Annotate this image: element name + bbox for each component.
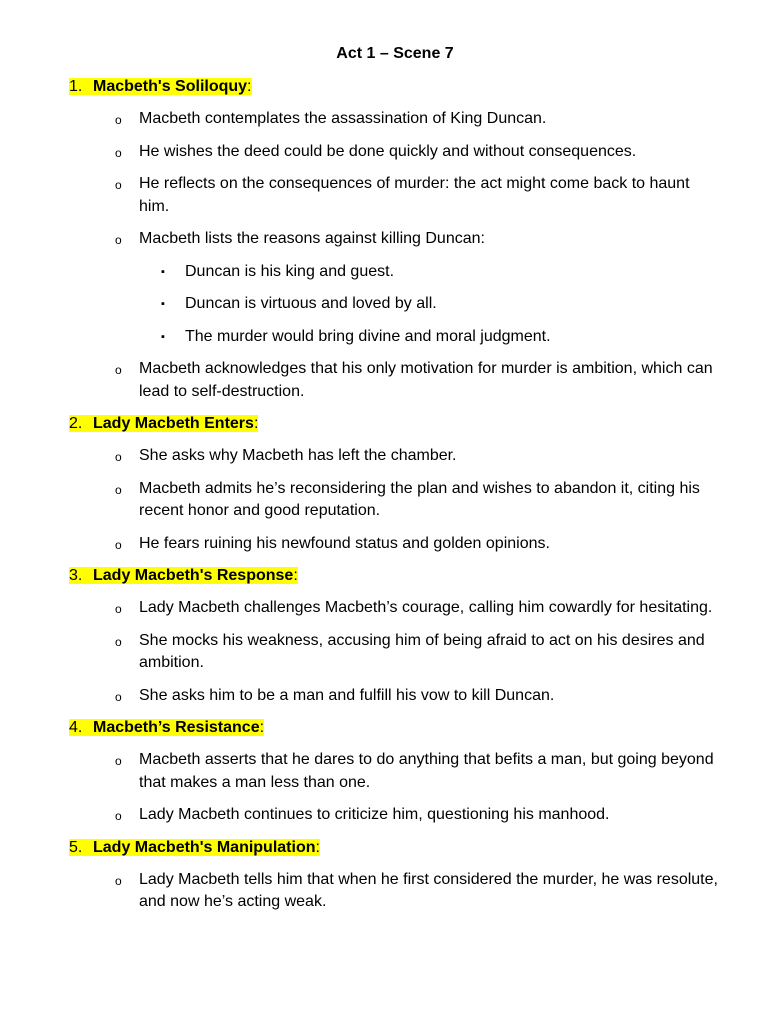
section-heading-colon: : bbox=[293, 567, 298, 584]
square-bullet-icon: ▪ bbox=[161, 330, 165, 343]
list-item-text: Macbeth contemplates the assassination of King Duncan. bbox=[139, 110, 547, 127]
circle-bullet-icon: o bbox=[115, 809, 122, 823]
sub-list-item bbox=[69, 326, 719, 349]
list-item-text: Macbeth asserts that he dares to do anything that befits a man, but going beyond that makes a man less than one. bbox=[139, 751, 714, 791]
sub-list-item-text: The murder would bring divine and moral judgment. bbox=[185, 327, 551, 345]
list-item bbox=[69, 630, 719, 675]
section-heading-colon: : bbox=[253, 415, 259, 432]
section-heading-text: Lady Macbeth Enters bbox=[93, 415, 254, 432]
outline-section bbox=[69, 76, 719, 403]
list-item-text: She asks him to be a man and fulfill his vow to kill Duncan. bbox=[139, 686, 555, 704]
section-heading bbox=[69, 76, 719, 98]
section-heading-colon: : bbox=[259, 719, 265, 736]
sub-list-item bbox=[69, 261, 719, 284]
list-item bbox=[69, 358, 719, 403]
heading-highlight bbox=[69, 719, 264, 736]
list-item-text: He fears ruining his newfound status and golden opinions. bbox=[139, 534, 550, 552]
section-heading-colon: : bbox=[247, 78, 252, 95]
circle-bullet-icon: o bbox=[115, 754, 122, 768]
list-item bbox=[69, 533, 719, 556]
outline-section bbox=[69, 837, 719, 914]
list-item-text: Macbeth lists the reasons against killing Duncan: bbox=[139, 230, 485, 247]
list-item bbox=[69, 445, 719, 468]
document-body bbox=[69, 76, 719, 924]
list-item-text: Lady Macbeth tells him that when he first considered the murder, he was resolute, and now he’s acting weak. bbox=[139, 870, 718, 910]
circle-bullet-icon: o bbox=[115, 363, 122, 377]
outline-section bbox=[69, 413, 719, 555]
page-title: Act 1 – Scene 7 bbox=[336, 45, 454, 62]
list-item-text: He reflects on the consequences of murder: the act might come back to haunt him. bbox=[139, 175, 690, 215]
heading-highlight bbox=[69, 839, 320, 856]
list-item bbox=[69, 478, 719, 523]
list-item bbox=[69, 749, 719, 794]
list-item bbox=[69, 228, 719, 251]
list-item bbox=[69, 804, 719, 827]
section-heading bbox=[69, 565, 719, 587]
circle-bullet-icon: o bbox=[115, 602, 122, 616]
list-item bbox=[69, 173, 719, 218]
section-number: 1. bbox=[69, 78, 83, 95]
section-number: 4. bbox=[69, 719, 83, 736]
list-item-text: Macbeth acknowledges that his only motivation for murder is ambition, which can lead to self-destruction. bbox=[139, 360, 713, 400]
sub-list-item bbox=[69, 293, 719, 316]
section-heading-text: Lady Macbeth's Manipulation bbox=[93, 838, 316, 856]
square-bullet-icon: ▪ bbox=[161, 298, 165, 310]
list-item bbox=[69, 141, 719, 164]
list-item-text: She mocks his weakness, accusing him of being afraid to act on his desires and ambition. bbox=[139, 631, 705, 671]
circle-bullet-icon: o bbox=[115, 113, 122, 127]
list-item-text: Lady Macbeth continues to criticize him, questioning his manhood. bbox=[139, 806, 610, 823]
list-item-text: Macbeth admits he’s reconsidering the plan and wishes to abandon it, citing his recent honor and good reputation. bbox=[139, 479, 700, 519]
circle-bullet-icon: o bbox=[115, 145, 122, 160]
section-number: 5. bbox=[69, 838, 83, 856]
list-item bbox=[69, 685, 719, 708]
circle-bullet-icon: o bbox=[115, 233, 122, 247]
heading-highlight bbox=[69, 415, 258, 432]
section-heading bbox=[69, 413, 719, 435]
list-item bbox=[69, 869, 719, 914]
list-item-text: He wishes the deed could be done quickly and without consequences. bbox=[139, 142, 637, 160]
outline-section bbox=[69, 717, 719, 827]
circle-bullet-icon: o bbox=[115, 873, 122, 888]
section-heading bbox=[69, 717, 719, 739]
list-item bbox=[69, 108, 719, 131]
sub-list-item-text: Duncan is virtuous and loved by all. bbox=[185, 295, 437, 312]
section-heading bbox=[69, 837, 719, 859]
section-heading-colon: : bbox=[315, 838, 320, 856]
outline-section bbox=[69, 565, 719, 707]
circle-bullet-icon: o bbox=[115, 450, 122, 464]
list-item-text: She asks why Macbeth has left the chamber. bbox=[139, 447, 457, 464]
circle-bullet-icon: o bbox=[115, 634, 122, 649]
section-number: 2. bbox=[69, 415, 83, 432]
square-bullet-icon: ▪ bbox=[161, 265, 165, 278]
heading-highlight bbox=[69, 567, 298, 584]
section-heading-text: Lady Macbeth's Response bbox=[93, 567, 294, 584]
circle-bullet-icon: o bbox=[115, 537, 122, 552]
section-number: 3. bbox=[69, 567, 83, 584]
list-item bbox=[69, 597, 719, 620]
section-heading-text: Macbeth's Soliloquy bbox=[93, 78, 248, 95]
sub-list-item-text: Duncan is his king and guest. bbox=[185, 262, 395, 280]
list-item-text: Lady Macbeth challenges Macbeth’s courage, calling him cowardly for hesitating. bbox=[139, 599, 713, 616]
heading-highlight bbox=[69, 78, 252, 95]
circle-bullet-icon: o bbox=[115, 689, 122, 704]
section-heading-text: Macbeth’s Resistance bbox=[93, 719, 260, 736]
circle-bullet-icon: o bbox=[115, 482, 122, 497]
circle-bullet-icon: o bbox=[115, 178, 122, 192]
